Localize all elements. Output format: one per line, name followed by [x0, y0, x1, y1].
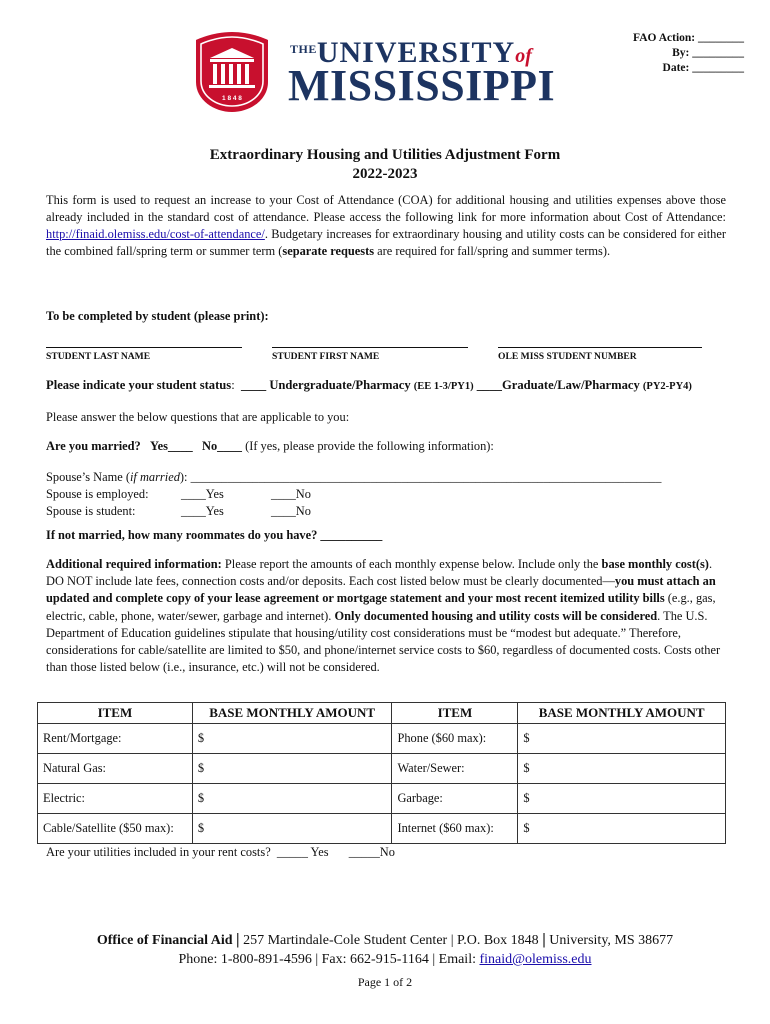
seal-year: 1 8 4 8: [222, 95, 242, 102]
spouse-student-label: Spouse is student:: [46, 504, 136, 518]
amount-input[interactable]: $: [518, 754, 726, 784]
amount-input[interactable]: $: [192, 754, 392, 784]
intro-paragraph: This form is used to request an increase to your Cost of Attendance (COA) for additional housing and utilities expenses above those already included in the standard cost of attendance. Please access the following link for more information about Cost of Attendance: http://finaid.olemiss.edu/cost-of-attendance/. Budgetary increases for extraordinary housing and utility costs can be considered for either the combined fall/spring term or summer term (separate requests are required for fall/spring and summer terms).: [46, 193, 726, 258]
item-label: Water/Sewer:: [392, 754, 518, 784]
married-yes[interactable]: Yes____: [150, 439, 193, 453]
table-header-row: [38, 703, 726, 724]
expense-table: [37, 702, 726, 844]
wordmark-the: THE: [290, 42, 317, 56]
item-label: Garbage:: [392, 784, 518, 814]
spouse-employed-label: Spouse is employed:: [46, 487, 149, 501]
fao-action: FAO Action: ________: [633, 32, 744, 44]
utilities-yes[interactable]: _____ Yes: [276, 845, 329, 859]
utilities-no[interactable]: _____No: [348, 845, 395, 859]
form-title-year: 2022-2023: [352, 166, 418, 182]
item-label: Phone ($60 max):: [392, 724, 518, 754]
additional-info-paragraph: Additional required information: Please report the amounts of each monthly expense below. Include only the base monthly cost(s). DO NOT include late fees, connection costs and/or deposits. Each cost listed below must be clearly documented—you must attach an updated and complete copy of your lease agreement or mortgage statement and your most recent itemized utility bills (e.g., gas, electric, cable, phone, water/sewer, garbage and internet). Only documented housing and utility costs will be considered. The U.S. Department of Education guidelines stipulate that housing/utility cost considerations must be “modest but adequate.” Therefore, considerations for cable/satellite are limited to $50, and phone/internet service costs to $60, regardless of documented costs. Costs other than those listed below (i.e., insurance, etc.) will not be considered.: [46, 557, 721, 675]
item-label: Internet ($60 max):: [392, 814, 518, 844]
form-title: [0, 146, 770, 184]
status-grad-option[interactable]: ____Graduate/Law/Pharmacy: [476, 378, 640, 392]
amount-input[interactable]: $: [518, 724, 726, 754]
email-link[interactable]: finaid@olemiss.edu: [479, 952, 592, 967]
item-label: Cable/Satellite ($50 max):: [38, 814, 193, 844]
first-name-label: STUDENT FIRST NAME: [272, 351, 380, 362]
last-name-line[interactable]: [46, 347, 242, 348]
fao-block: [633, 31, 744, 76]
table-row: [38, 814, 726, 844]
spouse-student-no[interactable]: ____No: [271, 504, 311, 518]
page-number: Page 1 of 2: [357, 975, 413, 989]
roommates-question[interactable]: If not married, how many roommates do you have? __________: [46, 528, 383, 542]
wordmark-university: UNIVERSITY: [316, 36, 516, 69]
item-label: Electric:: [38, 784, 193, 814]
form-title-line1: Extraordinary Housing and Utilities Adjustment Form: [209, 147, 561, 163]
student-heading: To be completed by student (please print):: [46, 309, 269, 323]
table-row: [38, 724, 726, 754]
coa-link[interactable]: http://finaid.olemiss.edu/cost-of-attendance/: [46, 227, 265, 241]
married-question-row: Are you married? Yes____ No____ (If yes, please provide the following information):: [46, 439, 494, 453]
utilities-question-row: Are your utilities included in your rent costs? _____ Yes _____No: [46, 845, 395, 859]
table-header: BASE MONTHLY AMOUNT: [192, 703, 392, 724]
questions-instruction: Please answer the below questions that are applicable to you:: [46, 410, 350, 424]
last-name-label: STUDENT LAST NAME: [46, 351, 151, 362]
table-row: [38, 784, 726, 814]
spouse-employed-no[interactable]: ____No: [271, 487, 311, 501]
footer-address: Office of Financial Aid | 257 Martindale-Cole Student Center | P.O. Box 1848 | University, MS 38677: [96, 931, 674, 948]
spouse-student-yes[interactable]: ____Yes: [181, 504, 224, 518]
first-name-line[interactable]: [272, 347, 468, 348]
table-header: BASE MONTHLY AMOUNT: [518, 703, 726, 724]
office-name: Office of Financial Aid: [96, 933, 233, 948]
footer-contact: Phone: 1-800-891-4596 | Fax: 662-915-1164 | Email: finaid@olemiss.edu: [178, 952, 592, 967]
amount-input[interactable]: $: [192, 814, 392, 844]
wordmark-of: of: [515, 45, 532, 67]
status-undergrad-option[interactable]: ____ Undergraduate/Pharmacy: [240, 378, 411, 392]
item-label: Natural Gas:: [38, 754, 193, 784]
table-header: ITEM: [38, 703, 193, 724]
spouse-employed-yes[interactable]: ____Yes: [181, 487, 224, 501]
amount-input[interactable]: $: [518, 784, 726, 814]
amount-input[interactable]: $: [518, 814, 726, 844]
fao-date: Date: _________: [662, 62, 744, 74]
fao-by: By: _________: [672, 47, 744, 59]
amount-input[interactable]: $: [192, 724, 392, 754]
student-status-row: Please indicate your student status: ____ Undergraduate/Pharmacy (EE 1-3/PY1) ____Graduate/Law/Pharmacy (PY2-PY4): [46, 378, 692, 392]
wordmark-mississippi: MISSISSIPPI: [288, 61, 556, 110]
student-number-label: OLE MISS STUDENT NUMBER: [498, 351, 637, 362]
married-no[interactable]: No____: [202, 439, 242, 453]
student-number-line[interactable]: [498, 347, 702, 348]
table-header: ITEM: [392, 703, 518, 724]
item-label: Rent/Mortgage:: [38, 724, 193, 754]
university-seal-logo: [194, 30, 270, 114]
amount-input[interactable]: $: [192, 784, 392, 814]
spouse-name-row[interactable]: Spouse’s Name (if married): ____________________________________________________________________________: [46, 470, 662, 484]
table-row: [38, 754, 726, 784]
